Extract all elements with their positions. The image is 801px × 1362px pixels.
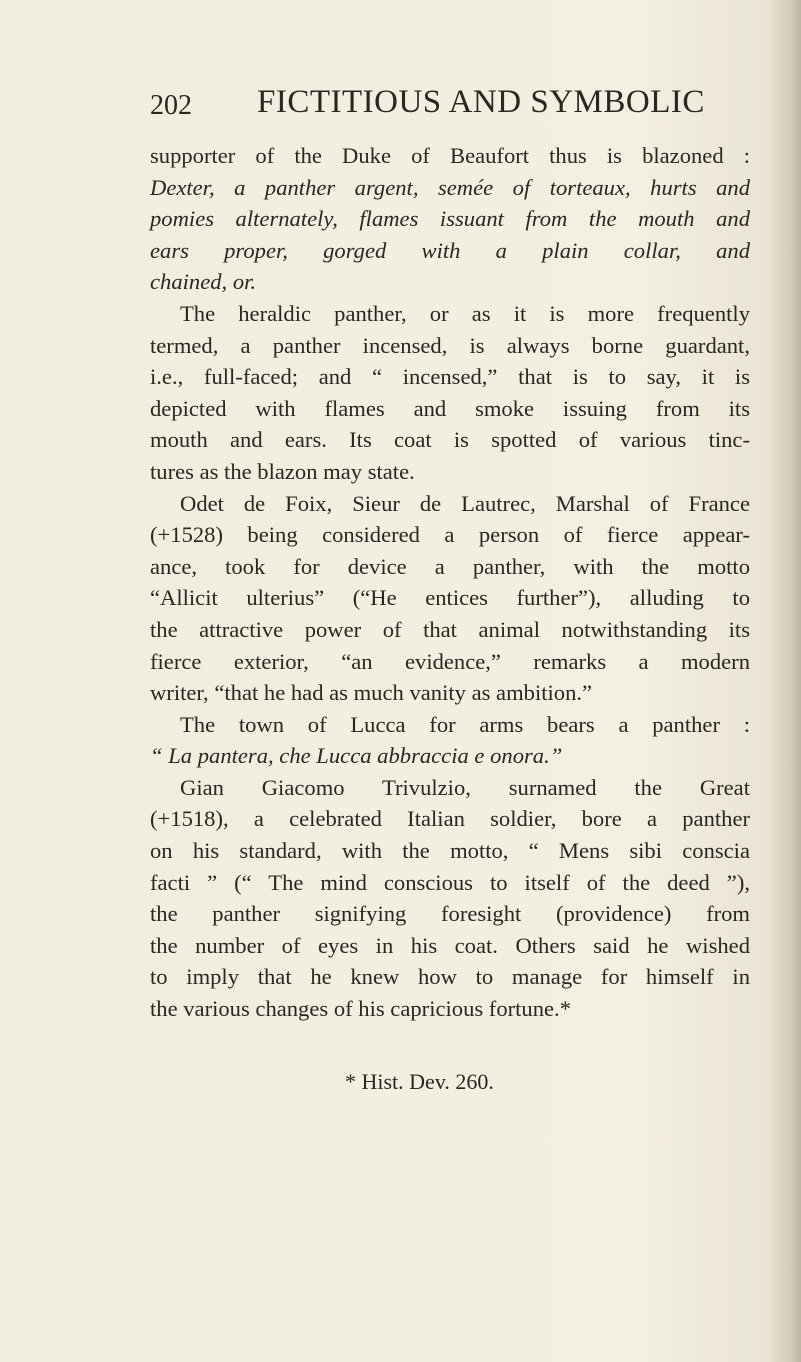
text-line: supporter of the Duke of Beaufort thus is blazoned : — [150, 143, 750, 168]
body-text — [150, 140, 750, 1025]
footnote: * Hist. Dev. 260. — [345, 1069, 494, 1094]
text-line: on his standard, with the motto, “ Mens sibi conscia — [150, 838, 750, 864]
text-line: ance, took for device a panther, with the motto — [150, 553, 750, 579]
text-line: mouth and ears. Its coat is spotted of various tinc- — [150, 427, 750, 453]
running-head: FICTITIOUS AND SYMBOLIC — [257, 84, 705, 120]
text-line: the panther signifying foresight (providence) from — [150, 901, 750, 927]
text-line: The heraldic panther, or as it is more frequently — [180, 300, 750, 326]
text-line: to imply that he knew how to manage for himself in — [150, 964, 750, 990]
text-line: depicted with flames and smoke issuing from its — [150, 395, 750, 421]
text-line: writer, “that he had as much vanity as ambition.” — [150, 680, 593, 706]
text-line: “ La pantera, che Lucca abbraccia e onora.” — [150, 743, 563, 769]
text-line: the attractive power of that animal notwithstanding its — [150, 616, 750, 642]
page-header — [150, 84, 750, 128]
text-line: The town of Lucca for arms bears a panther : — [180, 711, 750, 737]
text-line: pomies alternately, flames issuant from the mouth and — [150, 206, 750, 232]
text-line: “Allicit ulterius” (“He entices further”), alluding to — [150, 585, 750, 611]
text-line: i.e., full-faced; and “ incensed,” that is to say, it is — [150, 364, 750, 390]
page-edge-shadow — [767, 0, 801, 1362]
text-line: (+1518), a celebrated Italian soldier, bore a panther — [150, 806, 750, 832]
page-number: 202 — [150, 90, 192, 121]
text-line: tures as the blazon may state. — [150, 458, 415, 484]
text-line: the various changes of his capricious fortune.* — [150, 996, 571, 1022]
text-line: Odet de Foix, Sieur de Lautrec, Marshal of France — [180, 490, 750, 516]
text-line: ears proper, gorged with a plain collar, and — [150, 237, 750, 263]
text-line: fierce exterior, “an evidence,” remarks a modern — [150, 648, 750, 674]
text-line: the number of eyes in his coat. Others said he wished — [150, 932, 750, 958]
text-line: Gian Giacomo Trivulzio, surnamed the Great — [180, 774, 750, 800]
text-line: (+1528) being considered a person of fierce appear- — [150, 522, 750, 548]
text-line: termed, a panther incensed, is always borne guardant, — [150, 332, 750, 358]
text-line: chained, or. — [150, 269, 257, 295]
text-line: Dexter, a panther argent, semée of torteaux, hurts and — [150, 174, 750, 200]
text-line: facti ” (“ The mind conscious to itself of the deed ”), — [150, 869, 750, 895]
